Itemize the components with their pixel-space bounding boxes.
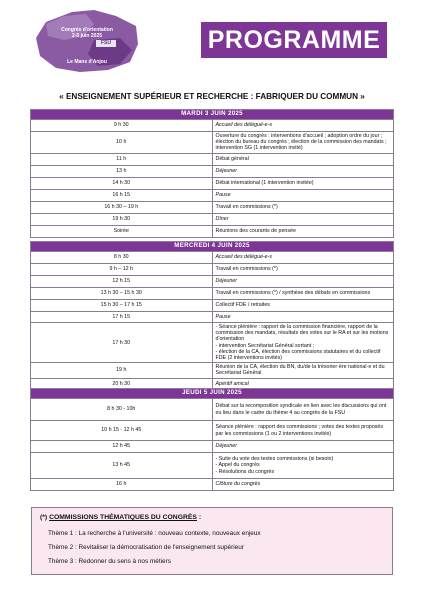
time-cell: 10 h 15 - 12 h 45 <box>31 421 213 441</box>
time-cell: 12 h 45 <box>31 441 213 453</box>
time-cell: Soirée <box>31 225 213 237</box>
activity-cell: Pause <box>212 189 394 201</box>
activity-cell: Pause <box>212 312 394 323</box>
table-row <box>31 252 394 264</box>
table-row <box>31 225 394 237</box>
table-row <box>31 264 394 276</box>
fsu-badge: FSU <box>96 40 116 47</box>
time-cell: 14 h 30 <box>31 177 213 189</box>
activity-cell: Travail en commissions (*) <box>212 201 394 213</box>
activity-cell: Collectif FDE / retraites <box>212 300 394 312</box>
time-cell: 11 h <box>31 153 213 165</box>
table-row <box>31 421 394 441</box>
time-cell: 9 h – 12 h <box>31 264 213 276</box>
activity-cell: Déjeuner <box>212 165 394 177</box>
congress-logo <box>34 10 140 72</box>
time-cell: 17 h 30 <box>31 323 213 363</box>
table-row <box>31 312 394 323</box>
time-cell: 13 h 30 – 15 h 30 <box>31 288 213 300</box>
activity-cell: Séance plénière : rapport des commissions ; votes des textes proposés par les commissions (1 ou 2 interventions invités) <box>212 421 394 441</box>
activity-cell: Déjeuner <box>212 441 394 453</box>
theme-item: Thème 3 : Redonner du sens à nos métiers <box>48 558 171 565</box>
activity-cell: Réunions des courants de pensée <box>212 225 394 237</box>
time-cell: 9 h 30 <box>31 120 213 132</box>
table-row <box>31 213 394 225</box>
time-cell: 17 h 15 <box>31 312 213 323</box>
activity-cell: Débat international (1 intervention invitée) <box>212 177 394 189</box>
time-cell: 19 h <box>31 363 213 378</box>
day-header: MARDI 3 JUIN 2025 <box>31 110 394 120</box>
time-cell: 16 h <box>31 479 213 491</box>
commissions-colon: : <box>196 514 202 521</box>
table-row <box>31 300 394 312</box>
day-table-tuesday <box>30 109 394 238</box>
table-row <box>31 189 394 201</box>
theme-item: Thème 1 : La recherche à l'université : nouveau contexte, nouveaux enjeux <box>48 530 261 537</box>
logo-date-label: 2-5 juin 2025 <box>71 33 102 39</box>
day-header: MERCREDI 4 JUIN 2025 <box>31 242 394 252</box>
table-row <box>31 120 394 132</box>
table-row <box>31 288 394 300</box>
time-cell: 16 h 15 <box>31 189 213 201</box>
activity-cell: Débat sur la recomposition syndicale en lien avec les discussions qui ont eu lieu dans le cadre du thème 4 au congrès de la FSU <box>212 399 394 421</box>
logo-congress-label: Congrès d'orientation <box>61 27 113 33</box>
table-row <box>31 201 394 213</box>
activity-cell: Accueil des délégué-e-s <box>212 252 394 264</box>
activity-cell: Accueil des délégué-e-s <box>212 120 394 132</box>
activity-cell: Dîner <box>212 213 394 225</box>
table-row <box>31 177 394 189</box>
day-header: JEUDI 5 JUIN 2025 <box>31 389 394 399</box>
table-row <box>31 132 394 154</box>
time-cell: 12 h 15 <box>31 276 213 288</box>
table-row <box>31 441 394 453</box>
table-row <box>31 276 394 288</box>
table-row <box>31 453 394 479</box>
activity-cell: - Séance plénière : rapport de la commission financière, rapport de la commission des mandats, résultats des votes sur le RA et sur les motions d'orientation - intervention Secrétariat Général sortant ; - élection de la CA, élection des commissions statutaires et du collectif FDE (2 interventions invités) <box>212 323 394 363</box>
commissions-title <box>40 514 201 521</box>
time-cell: 20 h 30 <box>31 378 213 390</box>
activity-cell: Travail en commissions (*) / synthèse des débats en commissions <box>212 288 394 300</box>
time-cell: 19 h 30 <box>31 213 213 225</box>
time-cell: 8 h 30 - 10h <box>31 399 213 421</box>
activity-cell: Réunion de la CA, élection du BN, du/de la trésorier·ère national·e et du Secrétariat Général <box>212 363 394 378</box>
time-cell: 8 h 30 <box>31 252 213 264</box>
activity-cell: Déjeuner <box>212 276 394 288</box>
day-table-thursday <box>30 388 394 491</box>
day-table-wednesday <box>30 241 394 391</box>
time-cell: 13 h <box>31 165 213 177</box>
commissions-heading: COMMISSIONS THÉMATIQUES DU CONGRÈS <box>49 514 197 521</box>
commissions-box <box>31 507 393 575</box>
activity-cell: Apéritif amical <box>212 378 394 390</box>
logo-city-label: Le Mans d'Anjou <box>67 59 107 65</box>
table-row <box>31 153 394 165</box>
activity-cell: Débat général <box>212 153 394 165</box>
page-subtitle: « ENSEIGNEMENT SUPÉRIEUR ET RECHERCHE : FABRIQUER DU COMMUN » <box>59 92 365 101</box>
table-row <box>31 399 394 421</box>
table-row <box>31 165 394 177</box>
theme-item: Thème 2 : Revitaliser la démocratisation de l'enseignement supérieur <box>48 544 244 551</box>
time-cell: 15 h 30 – 17 h 15 <box>31 300 213 312</box>
programme-banner: PROGRAMME <box>201 22 387 58</box>
time-cell: 16 h 30 – 19 h <box>31 201 213 213</box>
commissions-marker: (*) <box>40 514 50 521</box>
activity-cell: Ouverture du congrès : interventions d'accueil ; adoption ordre du jour ; élection du bureau du congrès ; élection de la commission des mandats ; intervention SG (1 intervention invité) <box>212 132 394 154</box>
table-row <box>31 323 394 363</box>
activity-cell: - Suite du vote des textes commissions (si besoin) - Appel du congrès - Résolutions du congrès <box>212 453 394 479</box>
table-row <box>31 479 394 491</box>
activity-cell: Clôture du congrès <box>212 479 394 491</box>
time-cell: 10 h <box>31 132 213 154</box>
activity-cell: Travail en commissions (*) <box>212 264 394 276</box>
table-row <box>31 363 394 378</box>
time-cell: 13 h 45 <box>31 453 213 479</box>
